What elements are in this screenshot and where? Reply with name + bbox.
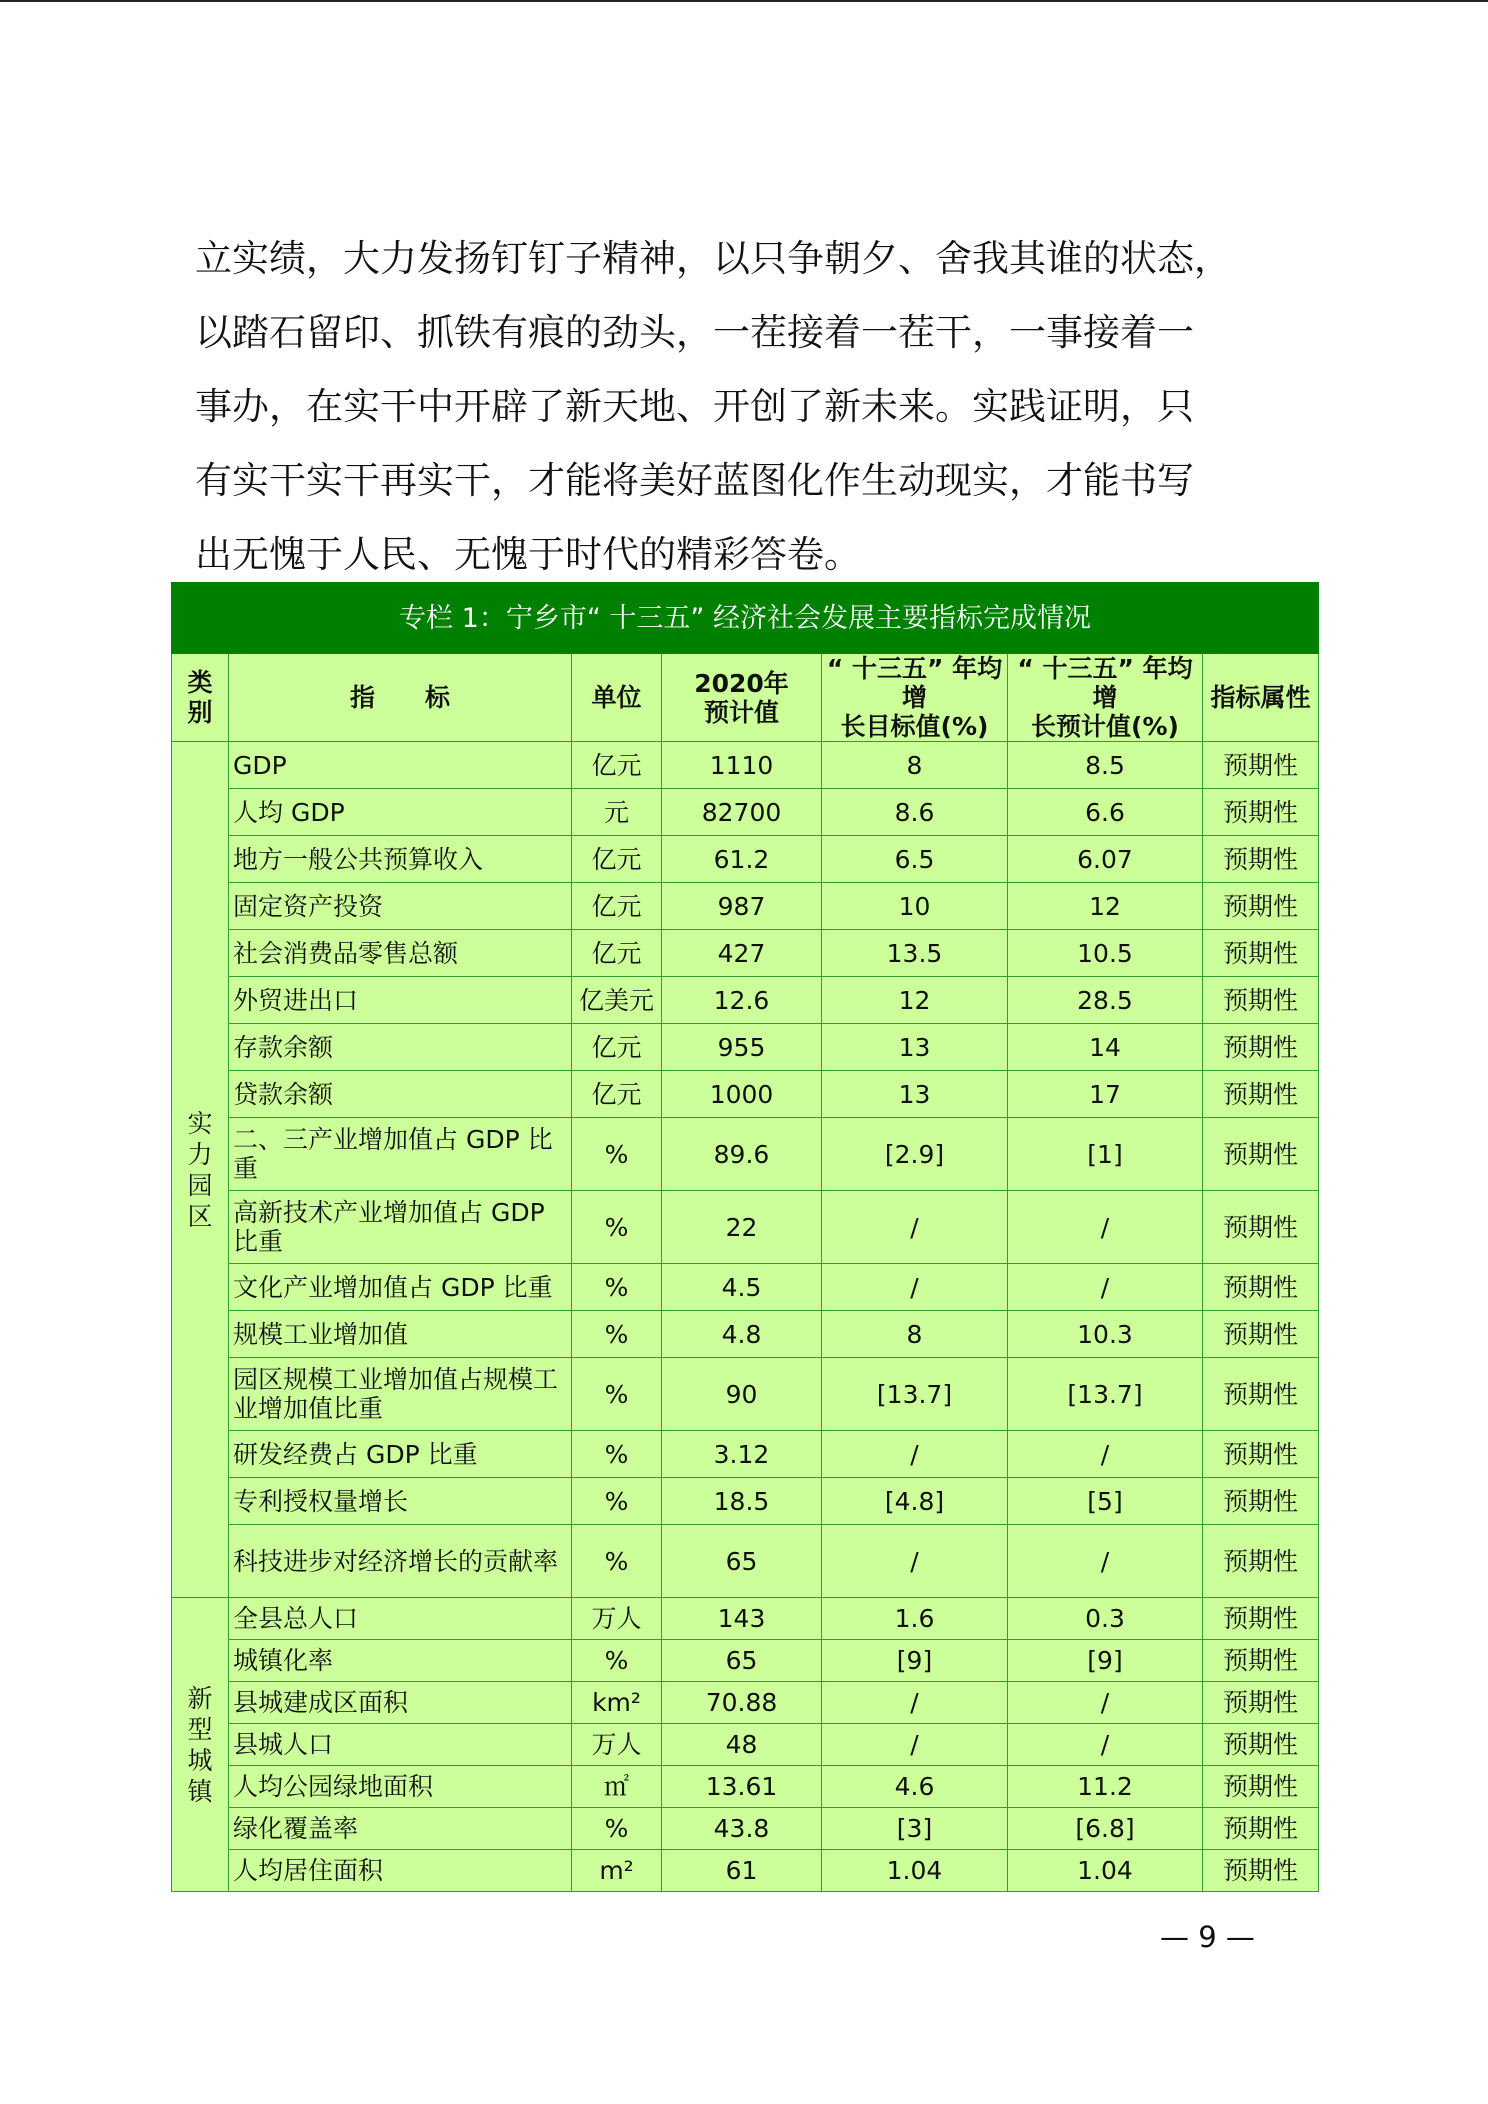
header-unit: 单位 [572,654,662,742]
table-row [172,1598,1319,1640]
target-growth-cell: 12 [822,977,1008,1024]
attribute-cell: 预期性 [1203,1525,1319,1598]
indicator-cell: 全县总人口 [229,1598,572,1640]
estimate-growth-cell: 10.3 [1008,1311,1203,1358]
attribute-cell: 预期性 [1203,1264,1319,1311]
table-row [172,1024,1319,1071]
target-growth-cell: 13 [822,1024,1008,1071]
target-growth-cell: 1.04 [822,1850,1008,1892]
estimate-growth-cell: [1] [1008,1118,1203,1191]
target-growth-cell: 13 [822,1071,1008,1118]
unit-cell: % [572,1191,662,1264]
unit-cell: % [572,1264,662,1311]
estimate-growth-cell: [6.8] [1008,1808,1203,1850]
unit-cell: % [572,1358,662,1431]
value-2020-cell: 955 [662,1024,822,1071]
estimate-growth-cell: 10.5 [1008,930,1203,977]
attribute-cell: 预期性 [1203,1598,1319,1640]
unit-cell: % [572,1311,662,1358]
indicator-cell: 人均公园绿地面积 [229,1766,572,1808]
paragraph-line: 事办，在实干中开辟了新天地、开创了新未来。实践证明，只 [195,385,1194,428]
value-2020-cell: 1110 [662,742,822,789]
value-2020-cell: 89.6 [662,1118,822,1191]
table-row [172,1766,1319,1808]
indicator-cell: 园区规模工业增加值占规模工业增加值比重 [229,1358,572,1431]
table-row [172,1311,1319,1358]
estimate-growth-cell: [13.7] [1008,1358,1203,1431]
target-growth-cell: [13.7] [822,1358,1008,1431]
value-2020-cell: 90 [662,1358,822,1431]
paragraph-line: 立实绩，大力发扬钉钉子精神，以只争朝夕、舍我其谁的状态， [195,237,1231,280]
table-row [172,1071,1319,1118]
indicator-cell: 存款余额 [229,1024,572,1071]
unit-cell: 万人 [572,1724,662,1766]
header-attribute: 指标属性 [1203,654,1319,742]
estimate-growth-cell: / [1008,1724,1203,1766]
value-2020-cell: 987 [662,883,822,930]
table-row [172,1682,1319,1724]
unit-cell: m² [572,1850,662,1892]
indicator-cell: 贷款余额 [229,1071,572,1118]
header-target-growth: “ 十三五” 年均增 长目标值(%) [822,654,1008,742]
indicator-cell: 县城建成区面积 [229,1682,572,1724]
target-growth-cell: / [822,1724,1008,1766]
target-growth-cell: [9] [822,1640,1008,1682]
paragraph-line: 以踏石留印、抓铁有痕的劲头，一茬接着一茬干，一事接着一 [195,311,1194,354]
unit-cell: % [572,1431,662,1478]
attribute-cell: 预期性 [1203,930,1319,977]
paragraph-line: 出无愧于人民、无愧于时代的精彩答卷。 [195,533,861,576]
attribute-cell: 预期性 [1203,1478,1319,1525]
page-number: — 9 — [1160,1920,1255,1954]
value-2020-cell: 70.88 [662,1682,822,1724]
table-header-row [172,654,1319,742]
table-row [172,836,1319,883]
estimate-growth-cell: 1.04 [1008,1850,1203,1892]
target-growth-cell: / [822,1264,1008,1311]
value-2020-cell: 65 [662,1525,822,1598]
estimate-growth-cell: 0.3 [1008,1598,1203,1640]
category-cell: 实 力 园 区 [172,742,229,1598]
body-paragraph [195,222,1315,592]
indicator-cell: GDP [229,742,572,789]
value-2020-cell: 13.61 [662,1766,822,1808]
target-growth-cell: 8 [822,1311,1008,1358]
indicator-cell: 文化产业增加值占 GDP 比重 [229,1264,572,1311]
unit-cell: ㎡ [572,1766,662,1808]
value-2020-cell: 61.2 [662,836,822,883]
indicator-cell: 固定资产投资 [229,883,572,930]
unit-cell: 亿元 [572,1071,662,1118]
paragraph-line: 有实干实干再实干，才能将美好蓝图化作生动现实，才能书写 [195,459,1194,502]
value-2020-cell: 65 [662,1640,822,1682]
indicator-cell: 外贸进出口 [229,977,572,1024]
attribute-cell: 预期性 [1203,1071,1319,1118]
value-2020-cell: 43.8 [662,1808,822,1850]
attribute-cell: 预期性 [1203,1358,1319,1431]
attribute-cell: 预期性 [1203,789,1319,836]
attribute-cell: 预期性 [1203,883,1319,930]
indicator-cell: 规模工业增加值 [229,1311,572,1358]
estimate-growth-cell: 6.07 [1008,836,1203,883]
indicator-cell: 人均居住面积 [229,1850,572,1892]
table-row [172,930,1319,977]
target-growth-cell: 8 [822,742,1008,789]
attribute-cell: 预期性 [1203,1850,1319,1892]
target-growth-cell: / [822,1682,1008,1724]
unit-cell: 亿美元 [572,977,662,1024]
table-row [172,1850,1319,1892]
attribute-cell: 预期性 [1203,1024,1319,1071]
value-2020-cell: 143 [662,1598,822,1640]
attribute-cell: 预期性 [1203,1766,1319,1808]
attribute-cell: 预期性 [1203,977,1319,1024]
header-estimate-growth: “ 十三五” 年均增 长预计值(%) [1008,654,1203,742]
attribute-cell: 预期性 [1203,1808,1319,1850]
unit-cell: 亿元 [572,836,662,883]
target-growth-cell: / [822,1191,1008,1264]
indicator-cell: 城镇化率 [229,1640,572,1682]
table-row [172,1640,1319,1682]
estimate-growth-cell: / [1008,1264,1203,1311]
attribute-cell: 预期性 [1203,836,1319,883]
table-body [172,742,1319,1892]
attribute-cell: 预期性 [1203,1682,1319,1724]
value-2020-cell: 3.12 [662,1431,822,1478]
category-cell: 新 型 城 镇 [172,1598,229,1892]
value-2020-cell: 427 [662,930,822,977]
indicator-cell: 县城人口 [229,1724,572,1766]
unit-cell: % [572,1478,662,1525]
top-border-line [0,0,1488,2]
estimate-growth-cell: / [1008,1682,1203,1724]
target-growth-cell: 8.6 [822,789,1008,836]
target-growth-cell: / [822,1431,1008,1478]
table-row [172,1808,1319,1850]
indicator-cell: 绿化覆盖率 [229,1808,572,1850]
target-growth-cell: / [822,1525,1008,1598]
value-2020-cell: 1000 [662,1071,822,1118]
attribute-cell: 预期性 [1203,1640,1319,1682]
header-indicator: 指 标 [229,654,572,742]
estimate-growth-cell: 14 [1008,1024,1203,1071]
value-2020-cell: 18.5 [662,1478,822,1525]
table-row [172,789,1319,836]
value-2020-cell: 4.5 [662,1264,822,1311]
estimate-growth-cell: 28.5 [1008,977,1203,1024]
table-row [172,1431,1319,1478]
estimate-growth-cell: / [1008,1191,1203,1264]
estimate-growth-cell: 11.2 [1008,1766,1203,1808]
header-2020-value: 2020年 预计值 [662,654,822,742]
unit-cell: 万人 [572,1598,662,1640]
estimate-growth-cell: [5] [1008,1478,1203,1525]
estimate-growth-cell: / [1008,1431,1203,1478]
estimate-growth-cell: / [1008,1525,1203,1598]
unit-cell: % [572,1525,662,1598]
unit-cell: 元 [572,789,662,836]
table-row [172,883,1319,930]
table-row [172,1118,1319,1191]
table-row [172,1724,1319,1766]
target-growth-cell: [2.9] [822,1118,1008,1191]
unit-cell: 亿元 [572,930,662,977]
indicator-cell: 地方一般公共预算收入 [229,836,572,883]
target-growth-cell: 13.5 [822,930,1008,977]
unit-cell: km² [572,1682,662,1724]
unit-cell: % [572,1118,662,1191]
unit-cell: 亿元 [572,883,662,930]
value-2020-cell: 61 [662,1850,822,1892]
estimate-growth-cell: [9] [1008,1640,1203,1682]
value-2020-cell: 82700 [662,789,822,836]
table-row [172,1478,1319,1525]
unit-cell: 亿元 [572,1024,662,1071]
target-growth-cell: 10 [822,883,1008,930]
estimate-growth-cell: 12 [1008,883,1203,930]
table-row [172,1358,1319,1431]
estimate-growth-cell: 17 [1008,1071,1203,1118]
indicator-cell: 人均 GDP [229,789,572,836]
attribute-cell: 预期性 [1203,1311,1319,1358]
attribute-cell: 预期性 [1203,1724,1319,1766]
table-row [172,742,1319,789]
table-row [172,1191,1319,1264]
indicator-table [171,582,1319,1892]
attribute-cell: 预期性 [1203,742,1319,789]
unit-cell: % [572,1640,662,1682]
unit-cell: 亿元 [572,742,662,789]
unit-cell: % [572,1808,662,1850]
estimate-growth-cell: 6.6 [1008,789,1203,836]
table-row [172,1525,1319,1598]
attribute-cell: 预期性 [1203,1431,1319,1478]
target-growth-cell: [4.8] [822,1478,1008,1525]
target-growth-cell: 4.6 [822,1766,1008,1808]
target-growth-cell: 6.5 [822,836,1008,883]
table-caption: 专栏 1：宁乡市“ 十三五” 经济社会发展主要指标完成情况 [172,583,1319,654]
value-2020-cell: 48 [662,1724,822,1766]
table-row [172,977,1319,1024]
indicator-cell: 科技进步对经济增长的贡献率 [229,1525,572,1598]
target-growth-cell: [3] [822,1808,1008,1850]
estimate-growth-cell: 8.5 [1008,742,1203,789]
header-category: 类 别 [172,654,229,742]
table-row [172,1264,1319,1311]
value-2020-cell: 12.6 [662,977,822,1024]
target-growth-cell: 1.6 [822,1598,1008,1640]
value-2020-cell: 4.8 [662,1311,822,1358]
indicator-cell: 研发经费占 GDP 比重 [229,1431,572,1478]
attribute-cell: 预期性 [1203,1191,1319,1264]
value-2020-cell: 22 [662,1191,822,1264]
indicator-cell: 专利授权量增长 [229,1478,572,1525]
indicator-cell: 二、三产业增加值占 GDP 比重 [229,1118,572,1191]
attribute-cell: 预期性 [1203,1118,1319,1191]
indicator-cell: 社会消费品零售总额 [229,930,572,977]
indicator-cell: 高新技术产业增加值占 GDP 比重 [229,1191,572,1264]
